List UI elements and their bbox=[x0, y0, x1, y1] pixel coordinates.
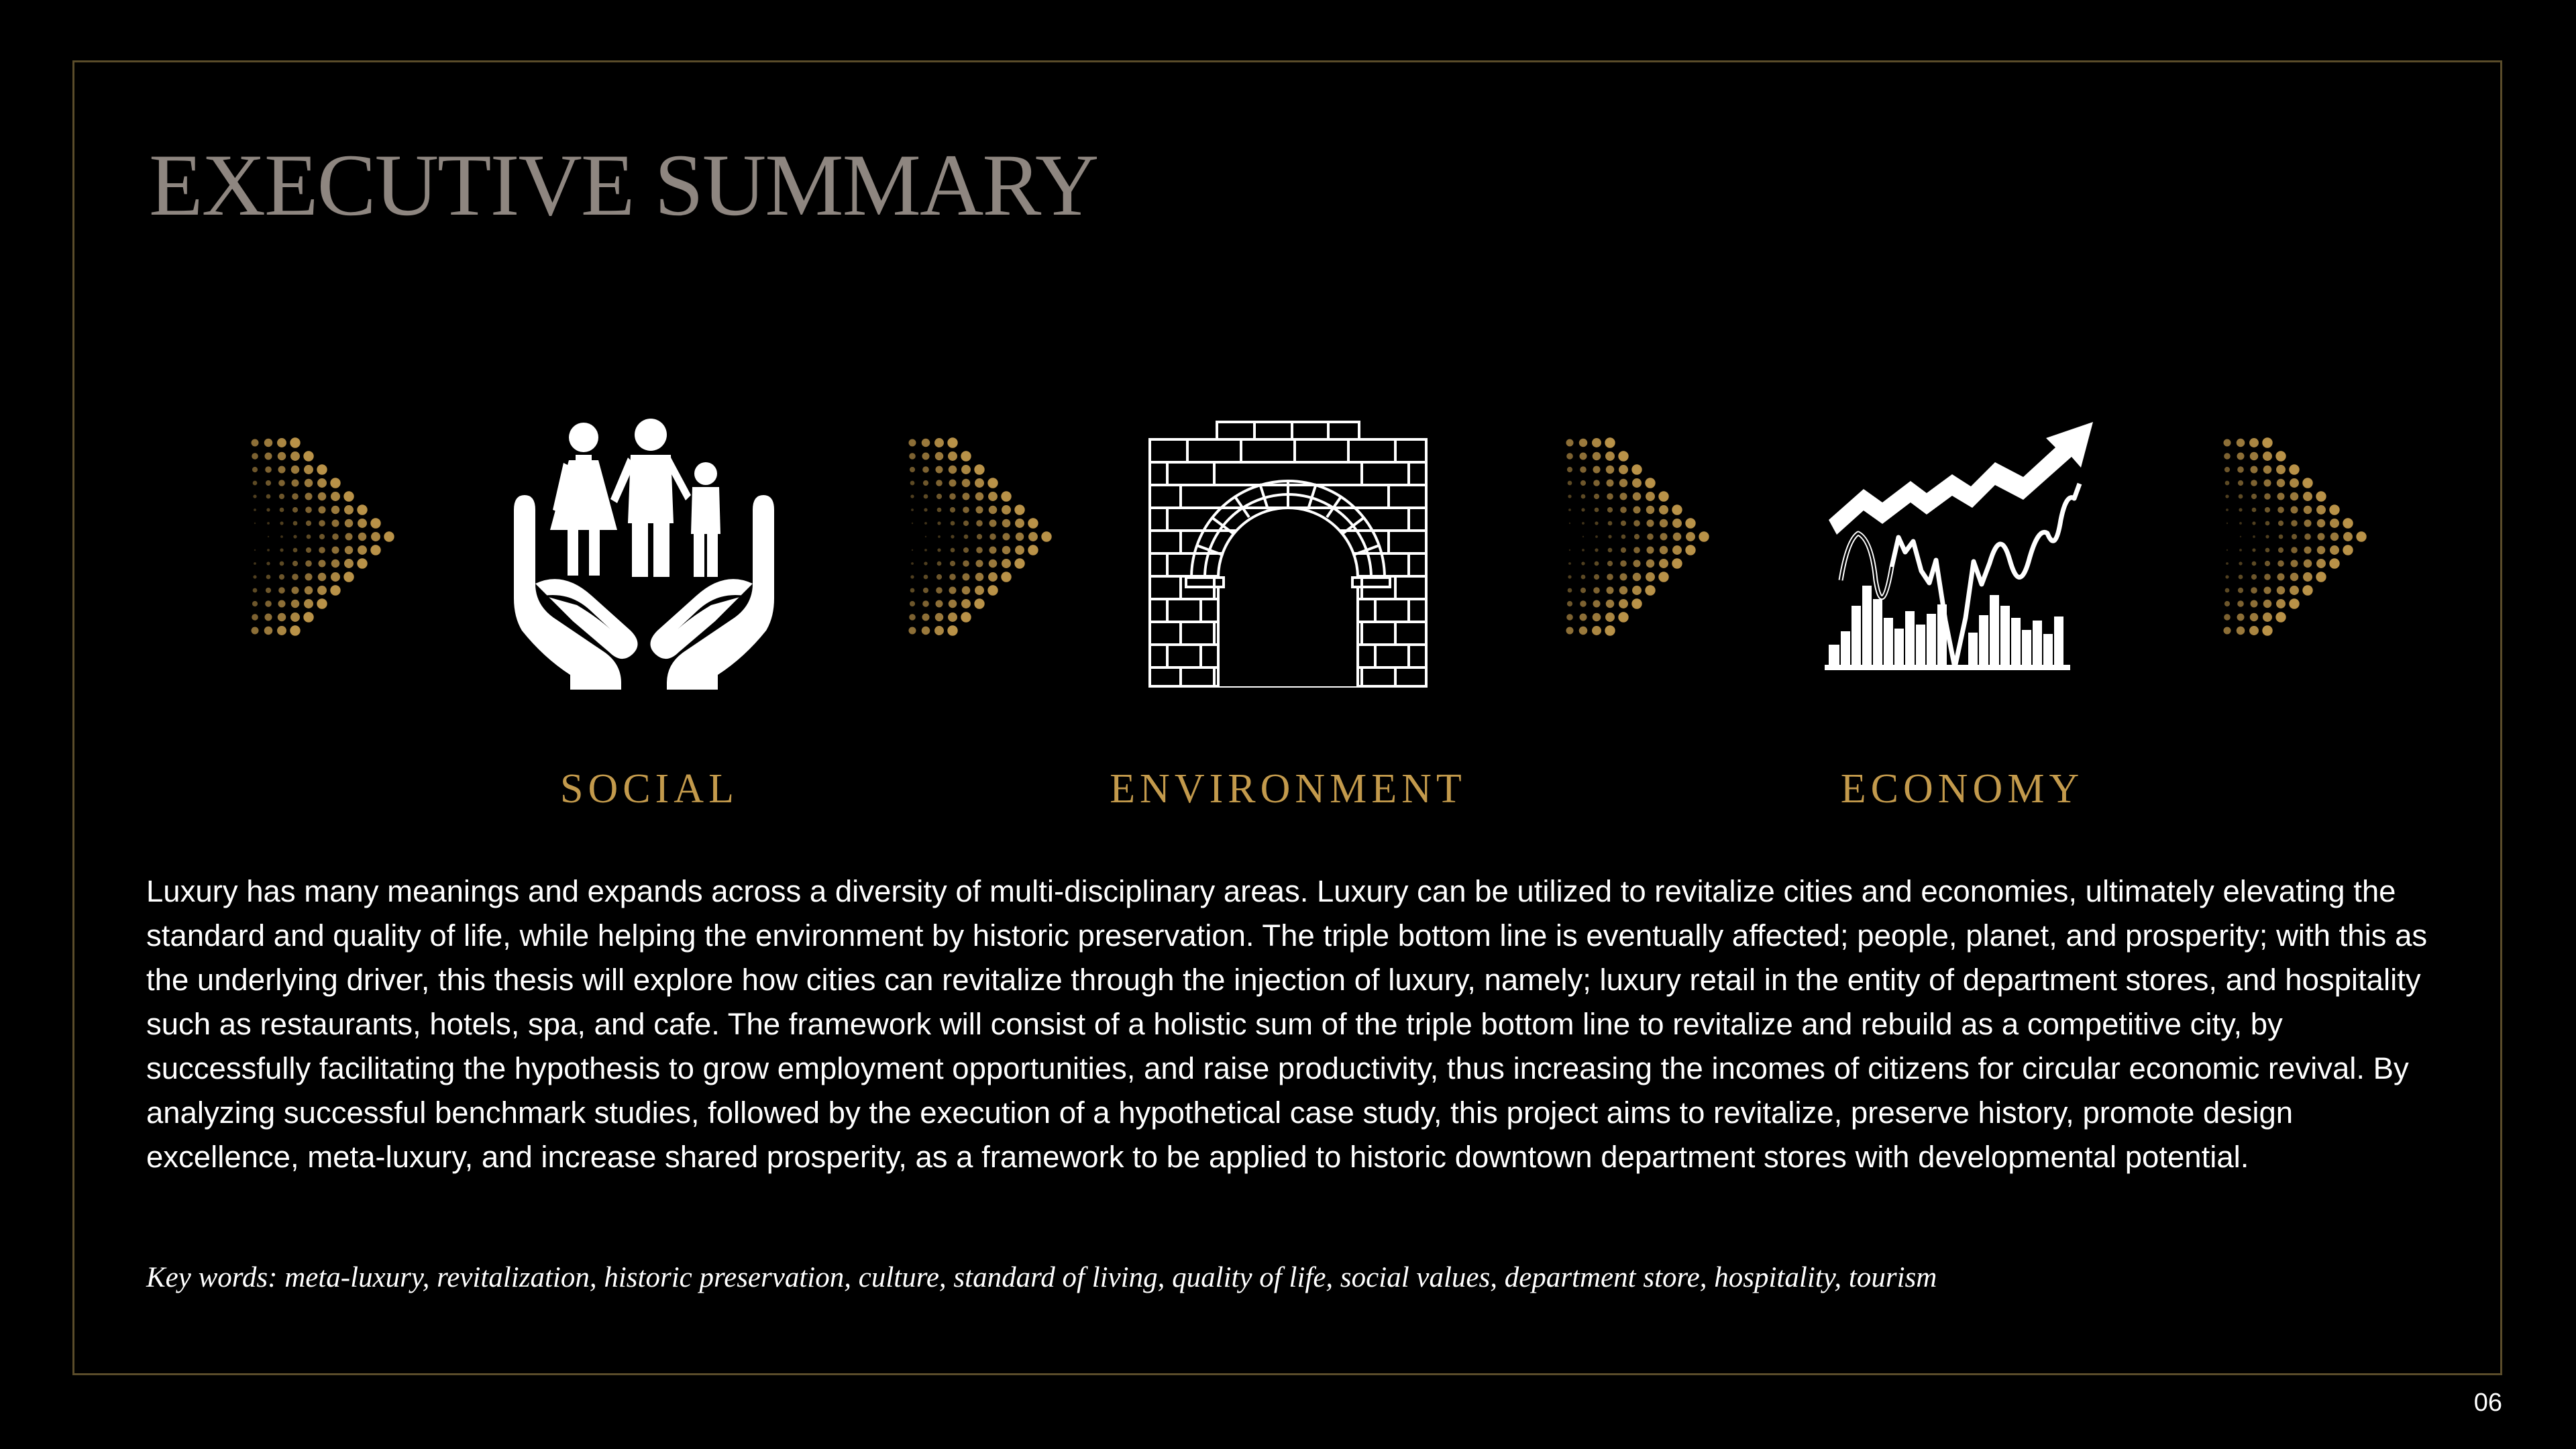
dotted-chevron-icon bbox=[1556, 436, 1717, 637]
keywords-line: Key words: meta-luxury, revitalization, historic preservation, culture, standard of living, quality of life, social values, department store, hospitality, tourism bbox=[146, 1262, 1937, 1293]
rising-chart-icon bbox=[1825, 419, 2100, 688]
page-number: 06 bbox=[2473, 1389, 2502, 1417]
brick-arch-icon bbox=[1147, 419, 1429, 688]
dotted-chevron-icon bbox=[899, 436, 1060, 637]
pillar-label-economy: ECONOMY bbox=[1840, 766, 2084, 812]
dotted-chevron-icon bbox=[241, 436, 402, 637]
dotted-chevron-icon bbox=[2214, 436, 2375, 637]
summary-paragraph: Luxury has many meanings and expands across a diversity of multi-disciplinary areas. Luxury can be utilized to revitalize cities and economies, ultimately elevating the standard and quality of life, while helping the environment by historic preservation. The triple bottom line is eventually affected; people, planet, and prosperity; with this as the underlying driver, this thesis will explore how cities can revitalize through the injection of luxury, namely; luxury retail in the entity of department stores, and hospitality such as restaurants, hotels, spa, and cafe. The framework will consist of a holistic sum of the triple bottom line to revitalize and rebuild as a competitive city, by successfully facilitating the hypothesis to grow employment opportunities, and raise productivity, thus increasing the incomes of citizens for circular economic revival. By analyzing successful benchmark studies, followed by the execution of a hypothetical case study, this project aims to revitalize, preserve history, promote design excellence, meta-luxury, and increase shared prosperity, as a framework to be applied to historic downtown department stores with developmental potential. bbox=[146, 874, 2428, 1174]
pillar-label-environment: ENVIRONMENT bbox=[1110, 766, 1466, 812]
pillar-label-social: SOCIAL bbox=[560, 766, 739, 812]
family-hands-icon bbox=[510, 416, 778, 691]
page-title: EXECUTIVE SUMMARY bbox=[149, 136, 1098, 234]
